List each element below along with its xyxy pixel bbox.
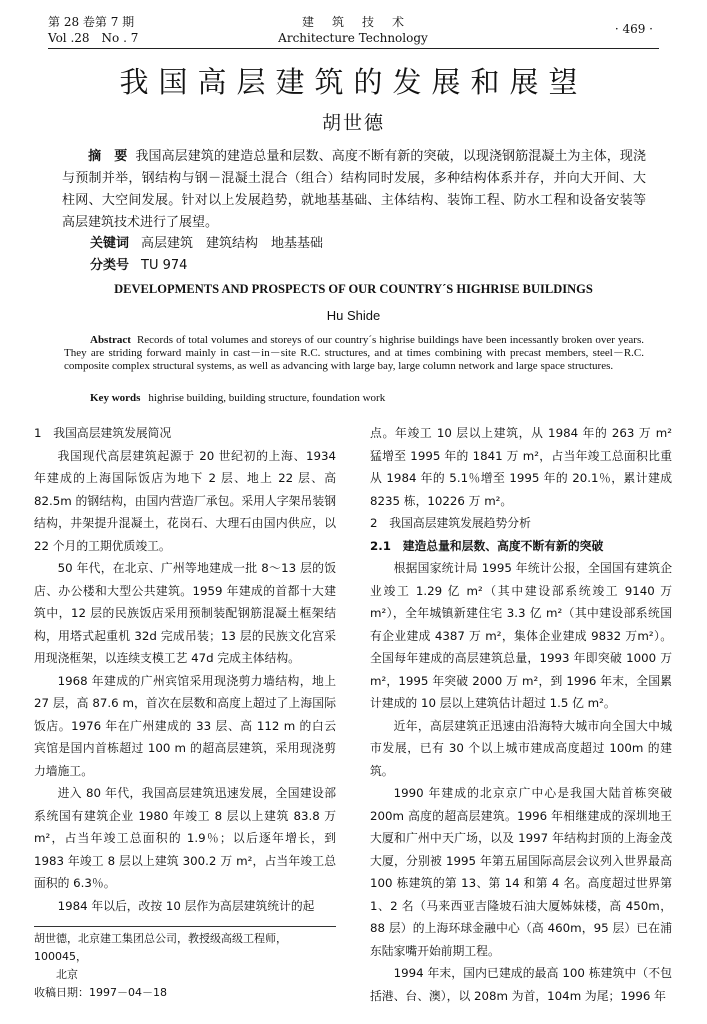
abstract-label: 摘 要 <box>88 149 128 164</box>
footnote-received-date: 收稿日期：1997－04－18 <box>34 986 167 999</box>
english-keywords-label: Key words <box>90 392 141 404</box>
footnote-city: 北京 <box>56 968 78 981</box>
journal-name-en: Architecture Technology <box>278 31 428 45</box>
classification-value: TU 974 <box>141 258 188 273</box>
classification-cn <box>90 254 187 273</box>
issue-en: Vol .28 No . 7 <box>48 31 139 45</box>
paragraph: 根据国家统计局 1995 年统计公报，全国国有建筑企业竣工 1.29 亿 m²（其中建设部系统竣工 9140 万 m²），全年城镇新建住宅 3.3 亿 m²（其中建设部系统国有企业建成 4387 万 m²，集体企业建成 9832 万m²）。全国每年建成的高层建筑总量，1993 年即突破 1000 万 m²，1995 年突破 2000 万 m²，到 1996 年末，全国累计建成的 10 层以上建筑估计超过 1.5 亿 m²。 <box>370 561 672 710</box>
abstract-cn <box>62 146 646 234</box>
footnote-rule <box>34 926 336 927</box>
classification-label: 分类号 <box>90 258 130 273</box>
paragraph: 50 年代，在北京、广州等地建成一批 8～13 层的饭店、办公楼和大型公共建筑。1959 年建成的首都十大建筑中，12 层的民族饭店采用预制装配钢筋混凝土框架结构，用塔式起重机 32d 完成吊装；13 层的民族文化宫采用现浇框架，以连续支模工艺 47d 完成主体结构。 <box>34 561 336 665</box>
journal-name <box>268 14 438 46</box>
keywords-label: 关键词 <box>90 236 130 251</box>
paragraph: 近年，高层建筑正迅速由沿海特大城市向全国大中城市发展，已有 30 个以上城市建成高度超过 100m 的建筑。 <box>370 718 672 778</box>
english-abstract <box>64 334 644 373</box>
body-column-left <box>34 422 336 917</box>
english-author: Hu Shide <box>326 308 381 323</box>
english-keywords-value: highrise building, building structure, foundation work <box>148 392 386 404</box>
paragraph: 点。年竣工 10 层以上建筑，从 1984 年的 263 万 m² 猛增至 1995 年的 1841 万 m²，占当年竣工总面积比重从 1984 年的 5.1％增至 1995 年的 20.1％，累计建成 8235 栋，10226 万 m²。 <box>370 426 672 508</box>
issue-cn: 第 28 卷第 7 期 <box>48 15 135 29</box>
abstract-text: 我国高层建筑的建造总量和层数、高度不断有新的突破，以现浇钢筋混凝土为主体，现浇与预制并举，钢结构与钢－混凝土混合（组合）结构同时发展，多种结构体系并存，并向大开间、大柱网、大空间发展。针对以上发展趋势，就地基基础、主体结构、装饰工程、防水工程和设备安装等高层建筑技术进行了展望。 <box>62 149 646 230</box>
paragraph: 我国现代高层建筑起源于 20 世纪初的上海、1934 年建成的上海国际饭店为地下 2 层、地上 22 层、高 82.5m 的钢结构，由国内营造厂承包。采用人字架吊装钢结构，井架提升混凝土，花岗石、大理石由国内供应，以 22 个月的工期优质竣工。 <box>34 448 336 553</box>
issue-info <box>48 14 138 46</box>
english-keywords <box>90 392 385 404</box>
paragraph: 进入 80 年代，我国高层建筑迅速发展，全国建设部系统国有建筑企业 1980 年竣工 8 层以上建筑 83.8 万 m²，占当年竣工总面积的 1.9％；以后逐年增长，到 1983 年竣工 8 层以上建筑 300.2 万 m²，占当年竣工总面积的 6.3％。 <box>34 786 336 890</box>
journal-name-cn: 建筑技术 <box>301 15 422 29</box>
paragraph: 1990 年建成的北京京广中心是我国大陆首栋突破 200m 高度的超高层建筑。1996 年相继建成的深圳地王大厦和广州中天广场，以及 1997 年结构封顶的上海金茂大厦，分别被 1995 年第五届国际高层会议列入世界最高 100 栋建筑的第 13、第 14 和第 4 名。高度超过世界第 1、2 名（马来西亚吉隆坡石油大厦姊妹楼，高 450m，88 层）的上海环球金融中心（高 460m，95 层）已在浦东陆家嘴开始前期工程。 <box>370 786 672 958</box>
page-number: · 469 · <box>614 22 653 36</box>
paragraph: 1984 年以后，改按 10 层作为高层建筑统计的起 <box>57 898 315 913</box>
article-title: 我国高层建筑的发展和展望 <box>119 65 588 99</box>
section-heading-1: 1 我国高层建筑发展简况 <box>34 426 172 440</box>
english-abstract-text: Records of total volumes and storeys of our country´s highrise buildings have been incessantly broken over years. They are striding forward mainly in cast－in－site R.C. structures, and at times combining with precast members, steel－R.C. composite complex structural systems, as well as advancing with large bay, large column network and large space structures. <box>64 334 644 372</box>
paragraph: 1994 年末，国内已建成的最高 100 栋建筑中（不包括港、台、澳），以 208m 为首，104m 为尾；1996 年 <box>370 966 672 1003</box>
subsection-heading-2-1: 2.1 建造总量和层数、高度不断有新的突破 <box>370 538 604 553</box>
keywords-value: 高层建筑 建筑结构 地基基础 <box>141 236 324 251</box>
body-column-right <box>370 422 672 1007</box>
footnote <box>34 930 336 1002</box>
section-heading-2: 2 我国高层建筑发展趋势分析 <box>370 516 531 530</box>
english-abstract-label: Abstract <box>90 334 131 346</box>
article-author: 胡世德 <box>321 112 385 134</box>
keywords-cn <box>90 232 323 251</box>
footnote-author-info: 胡世德，北京建工集团总公司，教授级高级工程师，100045， <box>34 932 287 963</box>
paragraph: 1968 年建成的广州宾馆采用现浇剪力墙结构，地上 27 层，高 87.6 m，首次在层数和高度上超过了上海国际饭店。1976 年在广州建成的 33 层、高 112 m 的白云宾馆是国内首栋超过 100 m 的超高层建筑，采用现浇剪力墙施工。 <box>34 673 336 778</box>
header-rule <box>48 48 659 49</box>
english-title: DEVELOPMENTS AND PROSPECTS OF OUR COUNTRY´S HIGHRISE BUILDINGS <box>114 282 593 296</box>
